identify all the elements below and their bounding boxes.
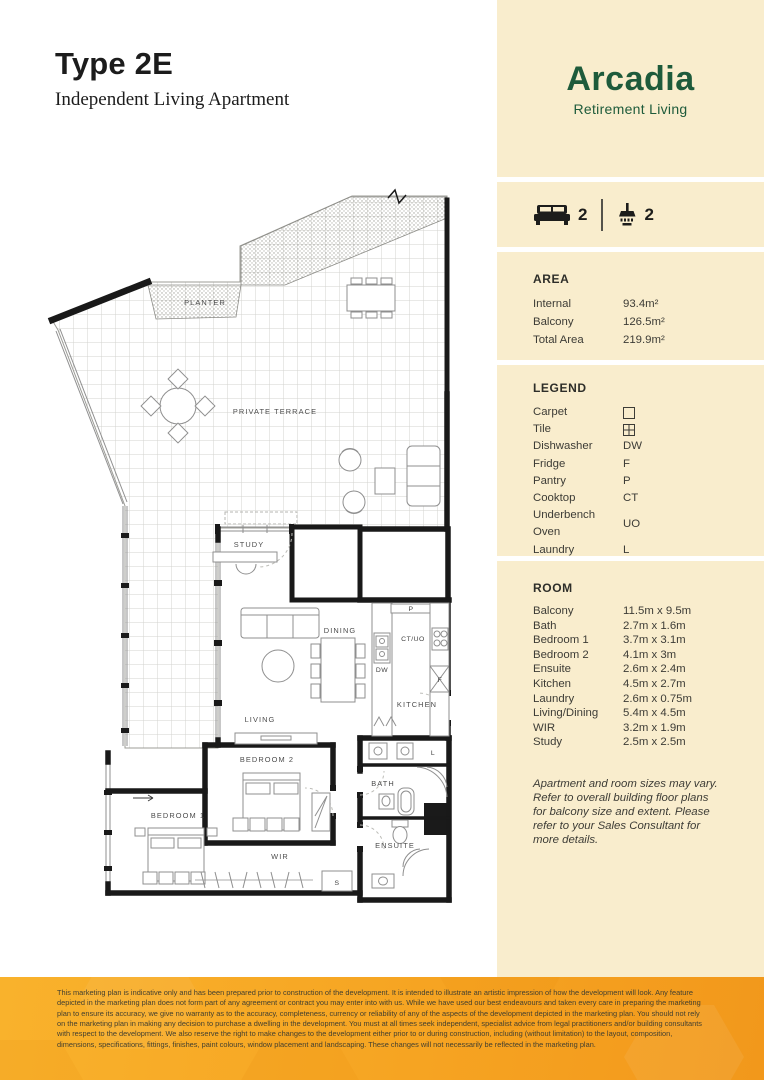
room-heading: ROOM [533, 581, 573, 595]
room-card [497, 561, 764, 977]
label-private-terrace: PRIVATE TERRACE [232, 407, 318, 416]
legend-row [533, 404, 744, 421]
area-value: 219.9m² [623, 334, 665, 346]
bed-icon [533, 204, 571, 226]
room-size: 2.7m x 1.6m [623, 619, 686, 632]
code-dishwasher: DW [375, 667, 389, 674]
area-row [533, 295, 744, 313]
legend-row [533, 456, 744, 473]
legend-row [533, 473, 744, 490]
area-row [533, 331, 744, 349]
label-study: STUDY [233, 540, 265, 549]
page-subtitle: Independent Living Apartment [55, 89, 290, 110]
room-row [533, 721, 744, 736]
legend-symbol: L [623, 543, 630, 556]
legend-label: Tile [533, 423, 551, 436]
label-bath: BATH [371, 779, 395, 788]
disclaimer-band [0, 977, 764, 1080]
carpet-swatch-icon [623, 407, 635, 419]
brand-card [497, 0, 764, 177]
code-storage: S [334, 880, 340, 887]
label-kitchen: KITCHEN [396, 700, 438, 709]
page-title: Type 2E [55, 46, 173, 81]
code-fridge: F [437, 677, 443, 684]
brand-logo: Arcadia [566, 60, 695, 98]
room-row [533, 677, 744, 692]
legend-heading: LEGEND [533, 381, 587, 395]
room-label: Bedroom 1 [533, 634, 589, 647]
tile-swatch-icon [623, 424, 635, 436]
room-row [533, 604, 744, 619]
room-size: 2.6m x 0.75m [623, 692, 693, 705]
area-value: 126.5m² [623, 316, 665, 328]
disclaimer-text: This marketing plan is indicative only and has been prepared prior to construction of the development. It is intended to illustrate an artistic impression of how the development will look. Any feature depicted in the marketing plan does not form part of any agreement or contract you may enter into with us. While we have used our best endeavours and taken every care in preparing the marketing plan to ensure its accuracy, we give no warranty as to the accuracy, completeness, currency or reliability of any of the aspects of the development depicted in the marketing plan. You should not rely on the marketing plan in making any decision to purchase a dwelling in the development. You must at all times seek independent, specialist advice from legal practitioners and/or building consultants with respect to the development. We also reserve the right to make changes to the development either prior to or during construction, including (without limitation) to the layout, composition, dimensions, specifications, fittings, finishes, paint colours, window placement and landscaping. These changes will not necessarily be reflected in the marketing plan. [57, 988, 703, 1049]
label-ensuite: ENSUITE [375, 841, 415, 850]
title-block [55, 46, 289, 111]
legend-label: Fridge [533, 457, 566, 470]
room-size: 2.6m x 2.4m [623, 663, 686, 676]
legend-label: Carpet [533, 406, 568, 418]
room-size: 2.5m x 2.5m [623, 736, 686, 749]
label-planter: PLANTER [184, 298, 226, 307]
room-label: Ensuite [533, 663, 571, 676]
label-bedroom2: BEDROOM 2 [239, 755, 295, 764]
legend-row [533, 490, 744, 507]
room-label: Laundry [533, 692, 575, 705]
label-wir: WIR [271, 852, 289, 861]
room-label: Bedroom 2 [533, 648, 589, 661]
legend-symbol: P [623, 474, 631, 487]
room-label: Study [533, 736, 563, 749]
legend-card [497, 365, 764, 556]
baths-stat [617, 203, 653, 227]
legend-label: Laundry [533, 543, 575, 556]
label-bedroom1: BEDROOM 1 [150, 811, 206, 820]
code-pantry: P [408, 606, 414, 613]
sizes-note: Apartment and room sizes may vary. Refer to overall building floor plans for balcony size and extent. Please refer to your Sales Consultant for more details. [533, 777, 718, 846]
room-label: Bath [533, 619, 557, 632]
legend-row [533, 507, 744, 541]
code-laundry: L [430, 750, 436, 757]
legend-symbol: CT [623, 492, 639, 505]
room-label: Balcony [533, 605, 574, 617]
legend-row [533, 421, 744, 438]
room-label: WIR [533, 721, 556, 734]
area-label: Balcony [533, 316, 574, 328]
floor-plan [45, 188, 475, 915]
sidebar [497, 0, 764, 977]
stats-card [497, 182, 764, 247]
legend-symbol: DW [623, 440, 642, 453]
area-value: 93.4m² [623, 298, 659, 310]
room-size: 4.1m x 3m [623, 648, 677, 661]
room-size: 5.4m x 4.5m [623, 707, 686, 720]
room-row [533, 706, 744, 721]
shower-icon [617, 203, 637, 227]
label-dining: DINING [323, 626, 357, 635]
room-label: Living/Dining [533, 707, 599, 720]
area-heading: AREA [533, 272, 570, 286]
legend-label: Underbench Oven [533, 509, 596, 539]
legend-row [533, 438, 744, 455]
room-row [533, 692, 744, 707]
baths-count: 2 [644, 204, 654, 224]
area-card [497, 252, 764, 360]
legend-row [533, 542, 744, 559]
room-label: Kitchen [533, 677, 571, 690]
area-label: Internal [533, 298, 571, 310]
room-size: 11.5m x 9.5m [623, 605, 692, 617]
area-label: Total Area [533, 334, 584, 346]
room-row [533, 662, 744, 677]
room-size: 3.7m x 3.1m [623, 634, 686, 647]
code-cooktop-oven: CT/UO [401, 636, 425, 643]
stats-divider [601, 199, 603, 231]
room-row [533, 648, 744, 663]
legend-label: Pantry [533, 474, 566, 487]
brand-tagline: Retirement Living [573, 101, 688, 117]
legend-label: Dishwasher [533, 440, 593, 453]
room-row [533, 735, 744, 750]
area-row [533, 313, 744, 331]
room-row [533, 633, 744, 648]
room-size: 4.5m x 2.7m [623, 677, 686, 690]
beds-count: 2 [578, 204, 588, 224]
label-living: LIVING [244, 715, 276, 724]
legend-symbol: F [623, 457, 630, 470]
legend-symbol: UO [623, 517, 641, 530]
legend-label: Cooktop [533, 492, 576, 505]
room-size: 3.2m x 1.9m [623, 721, 686, 734]
beds-stat [533, 204, 587, 226]
room-row [533, 619, 744, 634]
